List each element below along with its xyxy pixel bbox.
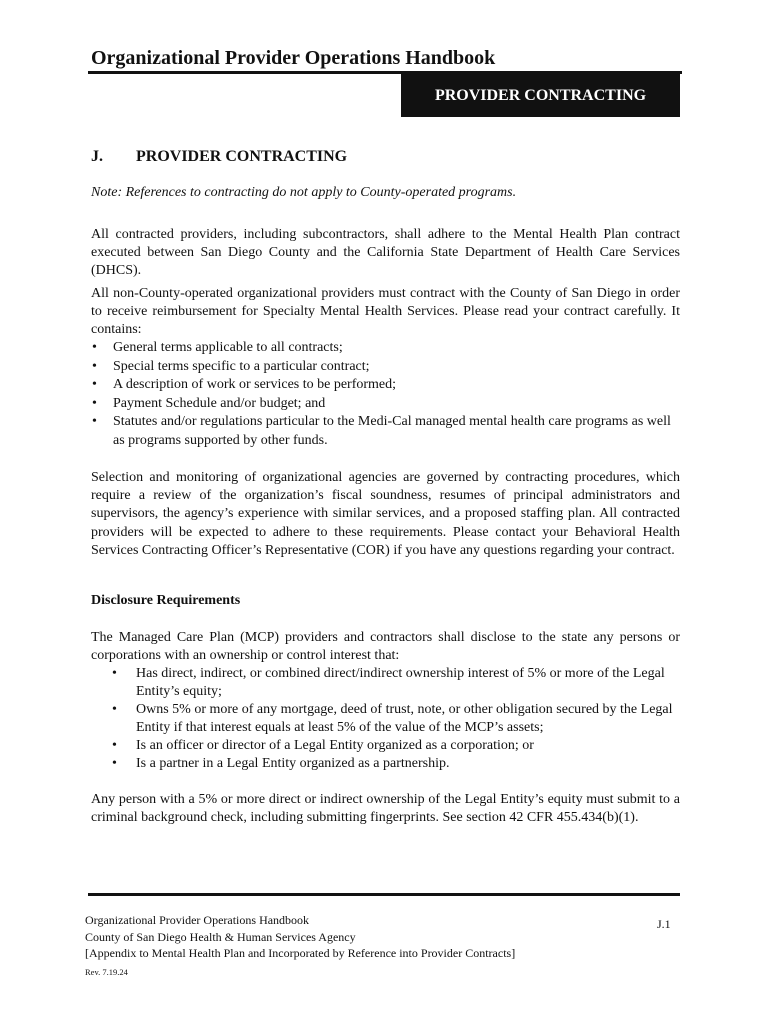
list-item: • Statutes and/or regulations particular to the Medi-Cal managed mental health care programs as well as programs supported by other funds. [92, 414, 671, 448]
list-item: • Has direct, indirect, or combined direct/indirect ownership interest of 5% or more of the Legal Entity’s equity; [112, 666, 665, 699]
list-item: • A description of work or services to be performed; [91, 376, 680, 395]
footer-rule [88, 893, 680, 896]
bullet-icon: • [92, 377, 97, 392]
section-band-label: PROVIDER CONTRACTING [434, 86, 647, 104]
section-title: PROVIDER CONTRACTING [136, 148, 348, 165]
footer-text [85, 912, 515, 962]
list-item: • Special terms specific to a particular contract; [91, 358, 680, 377]
revision-date: Rev. 7.19.24 [85, 967, 128, 977]
disclosure-heading: Disclosure Requirements [91, 593, 241, 608]
note: Note: References to contracting do not apply to County-operated programs. [91, 185, 517, 200]
bullet-icon: • [112, 666, 117, 681]
paragraph-background-check: Any person with a 5% or more direct or indirect ownership of the Legal Entity’s equity must submit to a criminal background check, including submitting fingerprints. See section 42 CFR 455.434(b)(1). [91, 792, 680, 826]
contract-contents-list [91, 339, 680, 450]
list-item: • Owns 5% or more of any mortgage, deed of trust, note, or other obligation secured by the Legal Entity if that interest equals at least 5% of the value of the MCP’s assets; [112, 702, 673, 735]
paragraph-selection-monitoring: Selection and monitoring of organizational agencies are governed by contracting procedures, which require a review of the organization’s fiscal soundness, resumes of principal administrators and supervisors, the agency’s experience with similar services, and a proposed staffing plan. All contracted providers will be expected to adhere to these requirements. Please contact your Behavioral Health Services Contracting Officer’s Representative (COR) if you have any questions regarding your contract. [91, 470, 680, 558]
header-title: Organizational Provider Operations Handbook [91, 47, 496, 69]
bullet-icon: • [92, 414, 97, 429]
bullet-icon: • [92, 395, 97, 411]
bullet-icon: • [112, 738, 117, 753]
bullet-icon: • [92, 340, 97, 355]
disclosure-list [112, 665, 680, 773]
paragraph-providers-adhere: All contracted providers, including subcontractors, shall adhere to the Mental Health Plan contract executed between San Diego County and the California State Department of Health Care Services (DHCS). [91, 227, 680, 279]
list-item: • General terms applicable to all contracts; [91, 339, 680, 358]
bullet-icon: • [112, 702, 117, 717]
list-item: • Is a partner in a Legal Entity organized as a partnership. [112, 756, 450, 771]
list-item: • Is an officer or director of a Legal Entity organized as a corporation; or [112, 738, 534, 753]
paragraph-contract-requirement: All non-County-operated organizational providers must contract with the County of San Diego in order to receive reimbursement for Specialty Mental Health Services. Please read your contract carefully. It contains: [91, 286, 680, 338]
footer-appendix-note: [Appendix to Mental Health Plan and Incorporated by Reference into Provider Contracts] [85, 946, 516, 960]
footer-handbook-name: Organizational Provider Operations Handbook [85, 913, 310, 927]
section-band [401, 74, 680, 117]
list-item: • Payment Schedule and/or budget; and [91, 395, 680, 414]
footer-agency-name: County of San Diego Health & Human Services Agency [85, 929, 356, 944]
bullet-icon: • [92, 358, 97, 374]
paragraph-disclosure-intro: The Managed Care Plan (MCP) providers and contractors shall disclose to the state any persons or corporations with an ownership or control interest that: [91, 630, 680, 664]
bullet-icon: • [112, 756, 117, 771]
page-number: J.1 [657, 917, 671, 931]
section-number: J. [91, 148, 103, 165]
